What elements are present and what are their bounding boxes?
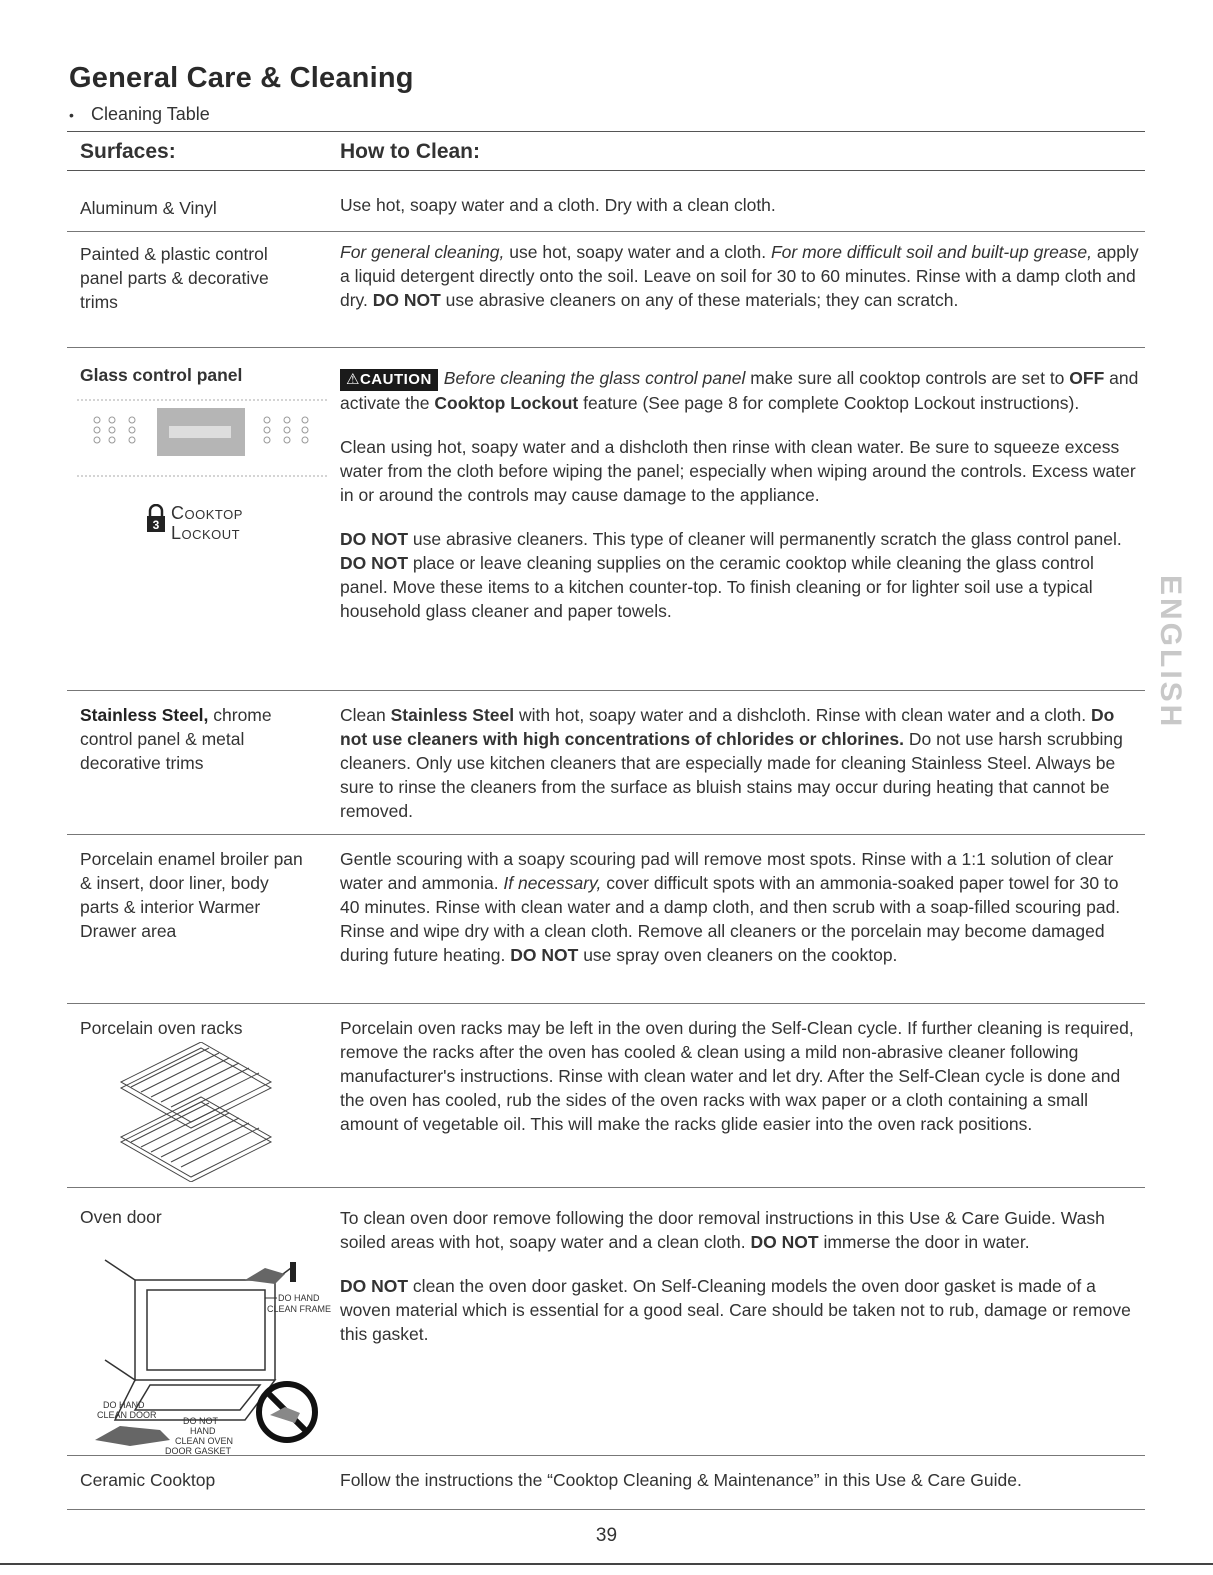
emphasis: If necessary,: [503, 873, 602, 893]
text: use hot, soapy water and a cloth.: [504, 242, 771, 262]
surface-cell: Painted & plastic control panel parts & decorative trims: [80, 244, 269, 312]
text: feature (See page 8 for complete Cooktop Lockout instructions).: [578, 393, 1080, 413]
table-row: [67, 690, 1145, 835]
bullet: •: [69, 107, 74, 123]
table-row: [67, 347, 1145, 691]
page-number: 39: [595, 1525, 618, 1546]
header-top-rule: [67, 131, 1145, 132]
warning-text: Do not use cleaners with high concentrations of chlorides or chlorines.: [340, 705, 1115, 749]
hand-door-label-2: CLEAN DOOR: [97, 1410, 157, 1420]
no-gasket-label-3: CLEAN OVEN: [175, 1436, 234, 1446]
door-paragraph-2: [340, 1274, 1140, 1346]
text: with hot, soapy water and a dishcloth. Rinse with clean water and a cloth.: [514, 705, 1091, 725]
warning-text: DO NOT: [340, 529, 409, 549]
text: Clean: [340, 705, 391, 725]
caution-paragraph: [340, 366, 1140, 415]
caution-badge: ⚠CAUTION: [340, 369, 438, 391]
strong: OFF: [1069, 368, 1105, 388]
lockout-line-1: Cooktop: [171, 503, 243, 523]
no-gasket-label-1: DO NOT: [183, 1416, 218, 1426]
text: make sure all cooktop controls are set to: [745, 368, 1070, 388]
surface-cell: Porcelain enamel broiler pan & insert, door liner, body parts & interior Warmer Drawer area: [80, 849, 303, 941]
surface-bold: Stainless Steel,: [80, 705, 209, 725]
text: To clean oven door remove following the door removal instructions in this Use & Care Guide. Wash soiled areas with hot, soapy water and a clean cloth.: [340, 1208, 1105, 1252]
caution-label: CAUTION: [359, 371, 432, 388]
surface-cell: Porcelain oven racks: [80, 1018, 243, 1038]
hand-frame-label-1: DO HAND: [278, 1293, 320, 1303]
cleaning-paragraph: Clean using hot, soapy water and a dishcloth then rinse with clean water. Be sure to squeeze excess water from the cloth before wiping the panel; especially when wiping around the controls. Excess water in or around the controls may cause damage to the appliance.: [340, 437, 1136, 505]
table-row: [67, 834, 1145, 1004]
door-paragraph-1: [340, 1206, 1140, 1254]
oven-racks-illustration: [111, 1042, 281, 1182]
warning-text: DO NOT: [510, 945, 579, 965]
how-cell: [340, 703, 1140, 823]
surface-cell: Aluminum & Vinyl: [80, 198, 217, 218]
hand-door-label-1: DO HAND: [103, 1400, 145, 1410]
side-language-tab: ENGLISH: [1154, 575, 1187, 730]
lock-icon: [145, 504, 167, 534]
how-cell: Follow the instructions the “Cooktop Cleaning & Maintenance” in this Use & Care Guide.: [340, 1470, 1022, 1490]
emphasis: For general cleaning,: [340, 242, 505, 262]
oven-door-illustration: [95, 1250, 335, 1456]
warning-text: DO NOT: [750, 1232, 819, 1252]
table-row: [67, 231, 1145, 348]
footer-rule: [0, 1563, 1213, 1565]
table-row: [67, 1003, 1145, 1188]
strong: Cooktop Lockout: [434, 393, 579, 413]
how-cell: [340, 1206, 1140, 1366]
subtitle: [69, 104, 210, 125]
svg-text:3: 3: [152, 518, 160, 532]
glass-control-panel-illustration: [77, 398, 327, 478]
warning-text: DO NOT: [340, 1276, 409, 1296]
how-cell: Use hot, soapy water and a cloth. Dry with a clean cloth.: [340, 195, 776, 215]
table-row: [67, 1187, 1145, 1456]
text: Gentle scouring with a soapy scouring pad will remove most spots. Rinse with a 1:1 solution of clear water and ammonia.: [340, 849, 1114, 893]
table-row: [67, 171, 1145, 231]
how-cell: [340, 240, 1140, 312]
text: cover difficult spots with an ammonia-soaked paper towel for 30 to 40 minutes. Rinse with clean water and a damp cloth, and then scrub with a soap-filled scouring pad. Rinse and wipe dry with a clean cloth. Remove all cleaners or the porcelain may become damaged during future heating.: [340, 873, 1121, 965]
cooktop-lockout-label: [171, 503, 243, 543]
surface-cell: [80, 703, 310, 775]
surface-cell: Ceramic Cooktop: [80, 1470, 216, 1490]
warning-text: DO NOT: [340, 553, 409, 573]
surface-rest: chrome control panel & metal decorative trims: [80, 705, 272, 773]
text: and activate the: [340, 368, 1139, 413]
page-title: General Care & Cleaning: [69, 62, 414, 94]
how-cell: [340, 847, 1140, 967]
column-header-how-to-clean: How to Clean:: [340, 140, 480, 163]
emphasis: For more difficult soil and built-up grease,: [770, 242, 1092, 262]
text: use spray oven cleaners on the cooktop.: [578, 945, 898, 965]
surface-cell: Glass control panel: [80, 365, 243, 385]
text: use abrasive cleaners on any of these materials; they can scratch.: [440, 290, 959, 310]
subtitle-text: Cleaning Table: [91, 104, 210, 124]
surface-cell: Oven door: [80, 1207, 162, 1227]
hand-frame-label-2: CLEAN FRAME: [267, 1304, 332, 1314]
warning-paragraph: [340, 527, 1140, 623]
no-gasket-label-4: DOOR GASKET: [165, 1446, 232, 1456]
text: Do not use harsh scrubbing cleaners. Only use kitchen cleaners that are especially made for cleaning Stainless Steel. Always be sure to rinse the cleaners from the surface as bluish stains may occur during heating that cannot be removed.: [340, 729, 1123, 821]
text: clean the oven door gasket. On Self-Cleaning models the oven door gasket is made of a woven material which is essential for a good seal. Care should be taken not to rub, damage or remove this gasket.: [340, 1276, 1131, 1344]
text: apply a liquid detergent directly onto the soil. Leave on soil for 30 to 60 minutes. Rinse with a damp cloth and dry.: [340, 242, 1139, 310]
emphasis: Before cleaning the glass control panel: [443, 368, 746, 388]
how-cell: [340, 366, 1140, 643]
lockout-line-2: Lockout: [171, 523, 241, 543]
no-gasket-label-2: HAND: [190, 1426, 216, 1436]
warning-text: DO NOT: [372, 290, 441, 310]
column-header-surfaces: Surfaces:: [80, 140, 176, 163]
text: place or leave cleaning supplies on the ceramic cooktop while cleaning the glass control panel. Move these items to a kitchen counter-top. To finish cleaning or for lighter soil use a typical household glass cleaner and paper towels.: [340, 553, 1094, 621]
text: use abrasive cleaners. This type of cleaner will permanently scratch the glass control panel.: [408, 529, 1122, 549]
table-row: [67, 1455, 1145, 1510]
how-cell: Porcelain oven racks may be left in the oven during the Self-Clean cycle. If further cleaning is required, remove the racks after the oven has cooled & clean using a mild non-abrasive cleaner following manufacturer's instructions. Rinse with clean water and let dry. After the Self-Clean cycle is done and the oven has cooled, rub the sides of the oven racks with wax paper or a cloth containing a small amount of vegetable oil. This will make the racks glide easier into the oven rack positions.: [340, 1018, 1134, 1134]
text: immerse the door in water.: [818, 1232, 1030, 1252]
strong: Stainless Steel: [390, 705, 515, 725]
